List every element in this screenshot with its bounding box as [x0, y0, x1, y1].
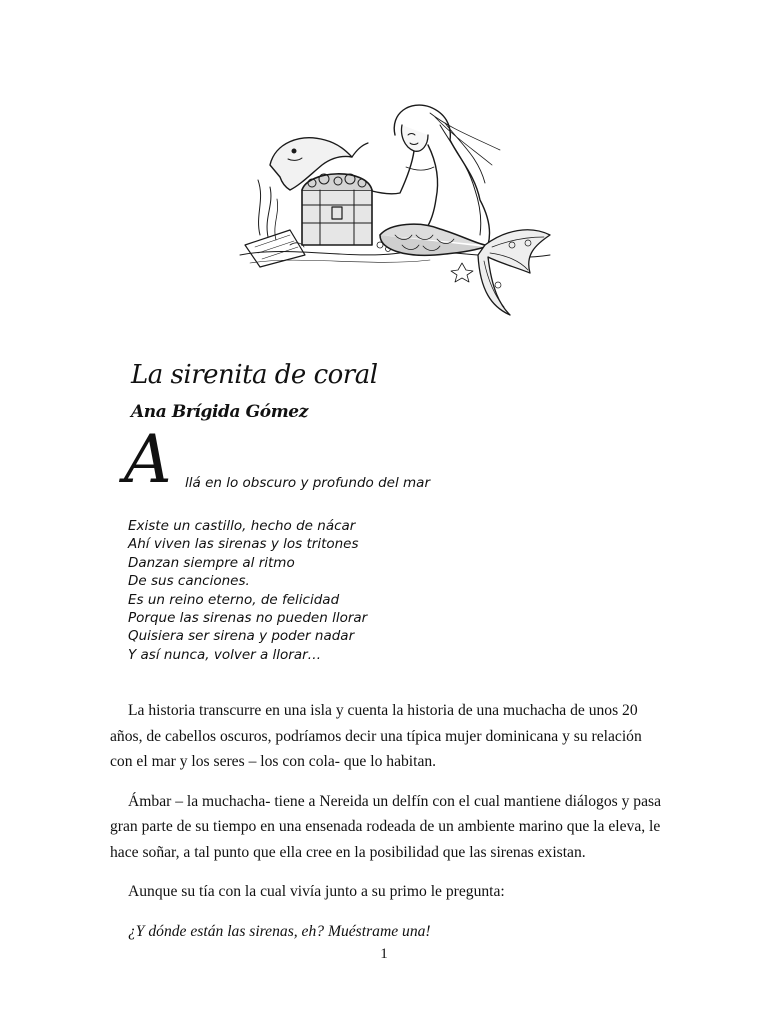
- page-number: 1: [380, 946, 388, 962]
- poem-line: Danzan siempre al ritmo: [128, 554, 295, 571]
- paragraph: Aunque su tía con la cual vivía junto a su primo le pregunta:: [128, 883, 505, 900]
- paragraph: Ámbar – la muchacha- tiene a Nereida un delfín con el cual mantiene diálogos y pasa gran parte de su tiempo en una ensenada rodeada de un ambiente marino que la eleva, le hace soñar, a tal punto que ella cree en la posibilidad que las sirenas existan.: [110, 792, 662, 861]
- poem-line: Ahí viven las sirenas y los tritones: [128, 536, 359, 553]
- quoted-dialogue: ¿Y dónde están las sirenas, eh? Muéstrame una!: [128, 922, 431, 940]
- poem-line: Es un reino eterno, de felicidad: [128, 591, 340, 608]
- paragraph: La historia transcurre en una isla y cuenta la historia de una muchacha de unos 20 años, de cabellos oscuros, podríamos decir una típica mujer dominicana y su relación con el mar y los seres – los con cola- que lo habitan.: [110, 702, 642, 770]
- poem-verses: [128, 517, 367, 664]
- poem-line: Quisiera ser sirena y poder nadar: [128, 628, 355, 645]
- author-name: Ana Brígida Gómez: [131, 402, 308, 422]
- body-text: [110, 698, 662, 958]
- mermaid-illustration: [230, 95, 560, 320]
- poem-first-line: llá en lo obscuro y profundo del mar: [185, 475, 430, 491]
- poem-line: De sus canciones.: [128, 573, 250, 590]
- drop-cap: A: [124, 421, 172, 498]
- poem-line: Porque las sirenas no pueden llorar: [128, 610, 368, 627]
- poem-line: Y así nunca, volver a llorar…: [128, 646, 322, 663]
- poem-line: Existe un castillo, hecho de nácar: [128, 518, 356, 534]
- document-title: La sirenita de coral: [131, 360, 378, 390]
